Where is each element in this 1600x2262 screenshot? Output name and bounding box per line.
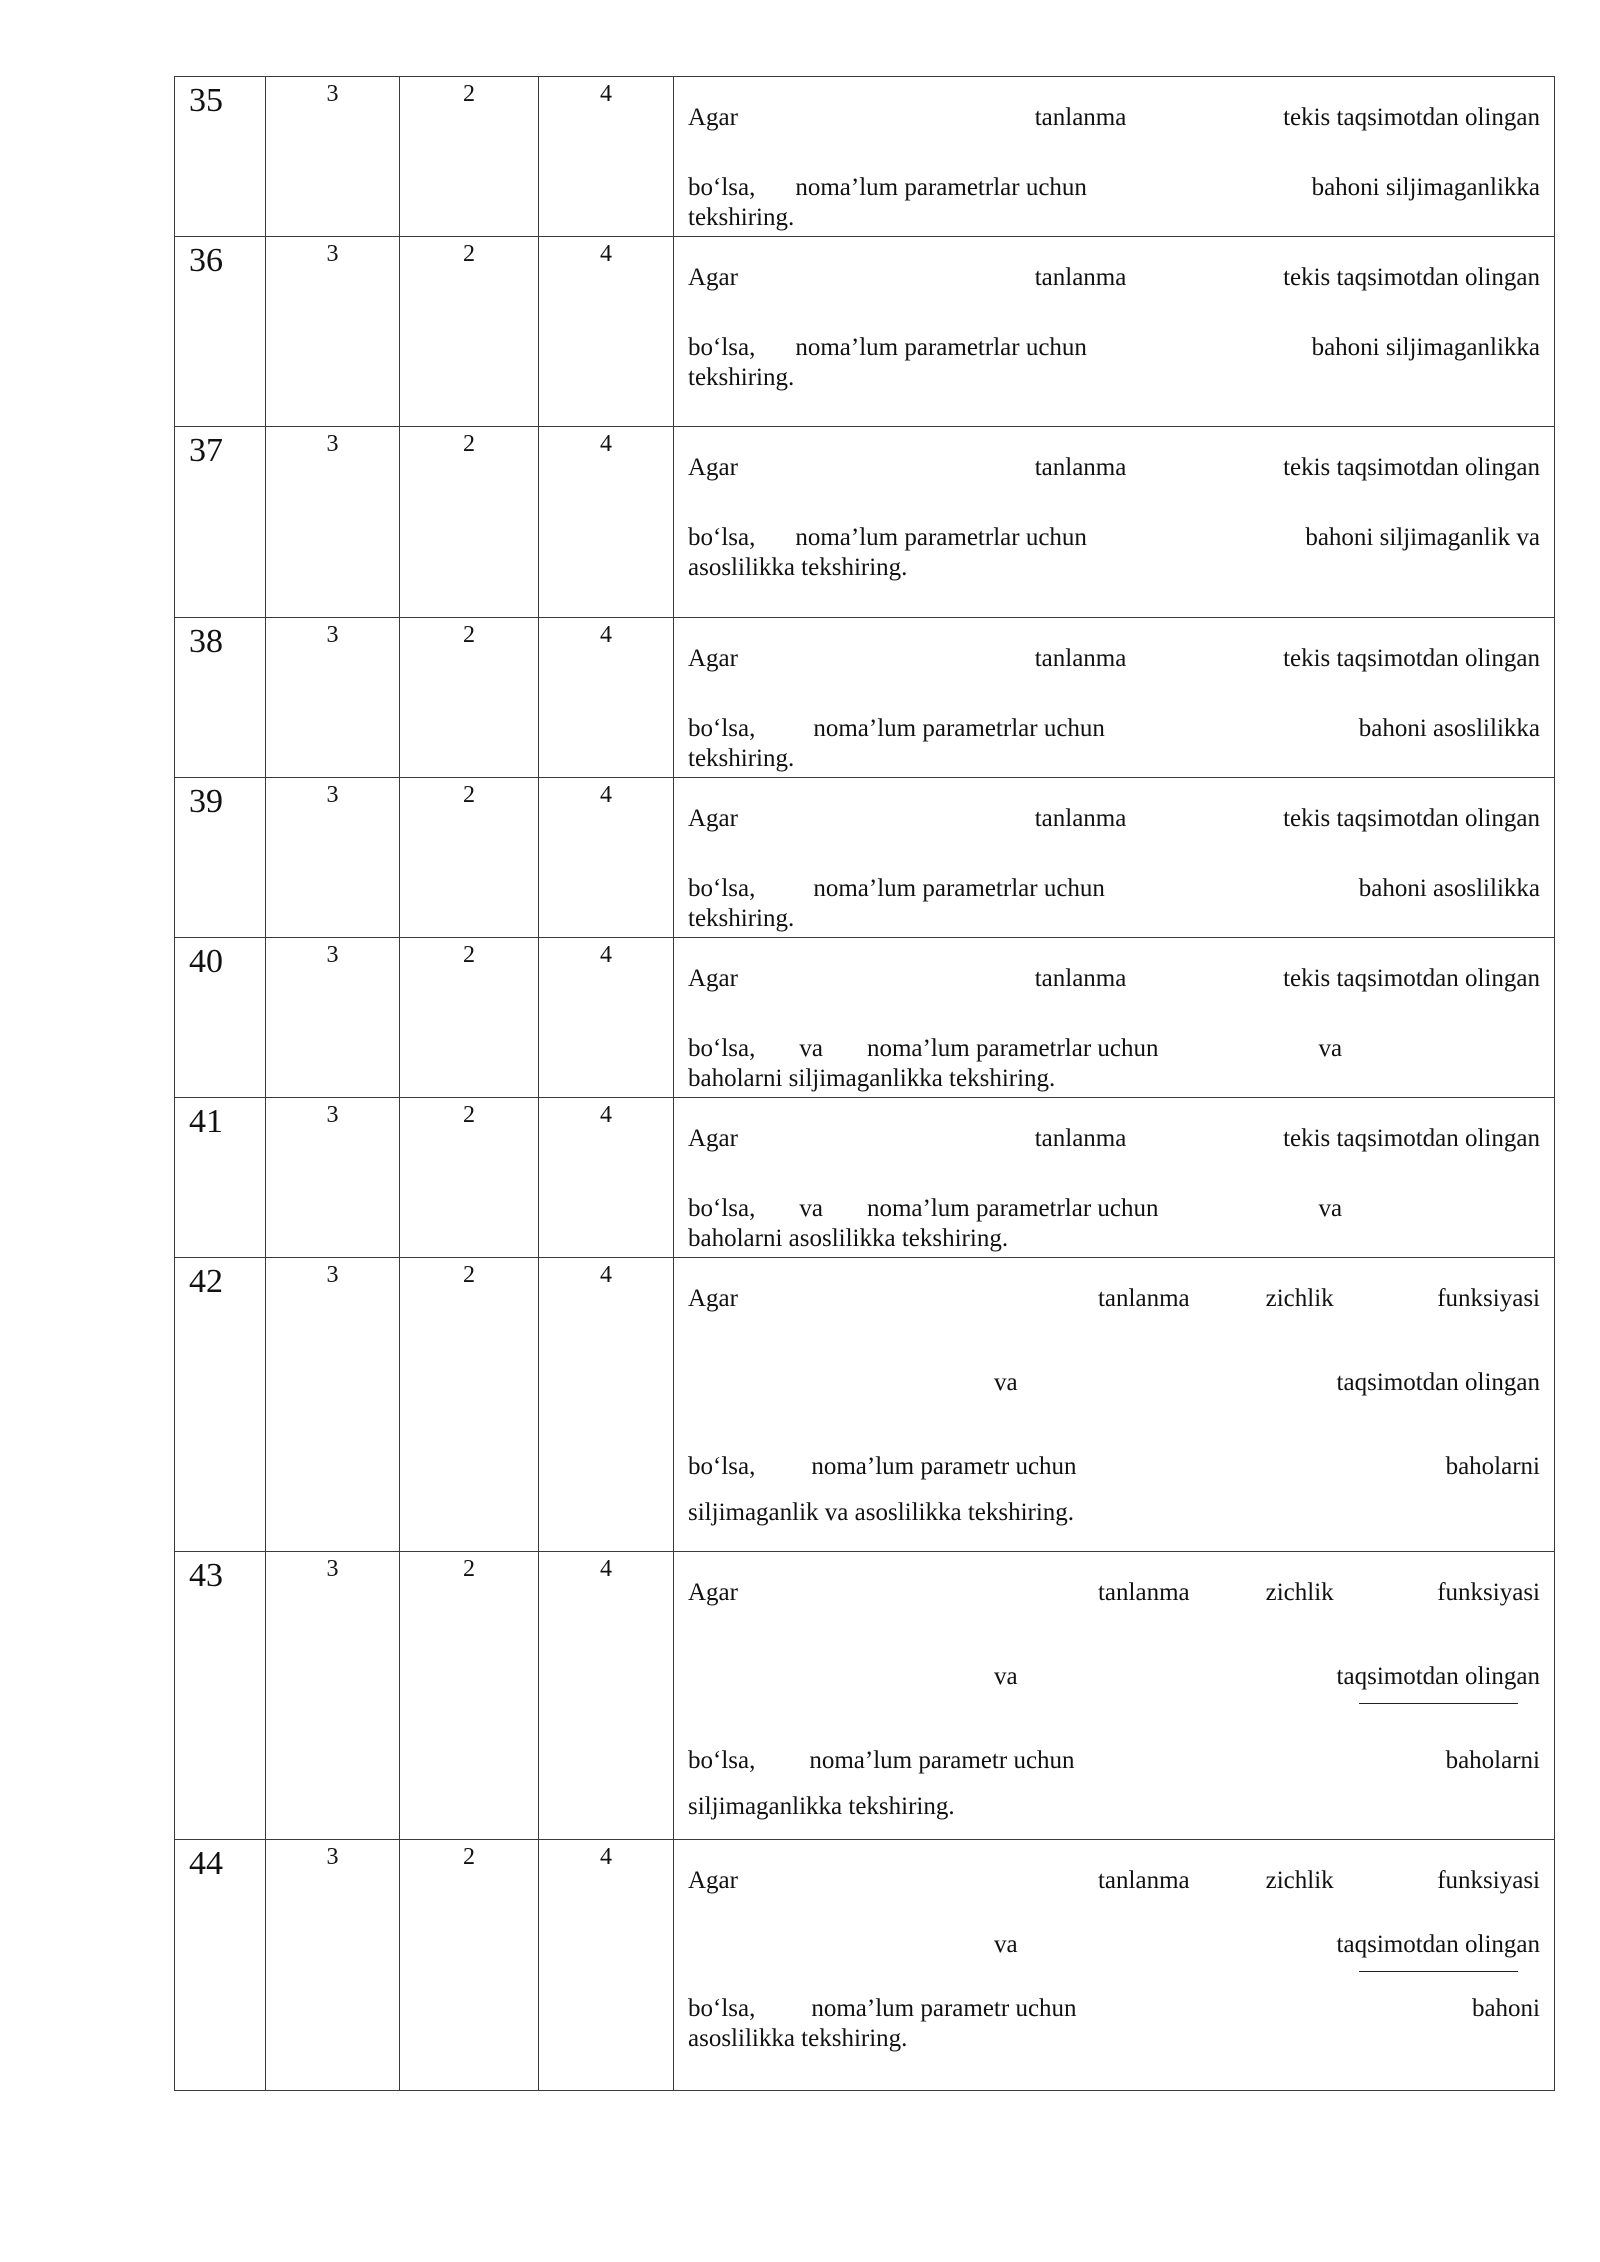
word: tekis taqsimotdan olingan xyxy=(1283,965,1540,992)
table-row xyxy=(175,618,1555,778)
word: funksiyasi xyxy=(1437,1285,1540,1312)
task-text xyxy=(674,237,1555,427)
word: noma’lum parametr uchun xyxy=(811,1995,1077,2022)
col-value-a: 3 xyxy=(266,938,400,1098)
word: Agar xyxy=(688,1579,738,1606)
word: bo‘lsa, xyxy=(688,1195,756,1222)
word: bo‘lsa, xyxy=(688,1995,756,2022)
col-value-a: 3 xyxy=(266,427,400,618)
word: Agar xyxy=(688,645,738,672)
col-value-a: 3 xyxy=(266,1258,400,1552)
word: funksiyasi xyxy=(1437,1867,1540,1894)
word: tanlanma xyxy=(1034,1125,1127,1152)
word: bahoni siljimaganlikka xyxy=(1311,334,1540,361)
line-continuation: baholarni siljimaganlikka tekshiring. xyxy=(688,1065,1056,1092)
word: noma’lum parametrlar uchun xyxy=(866,1035,1159,1062)
line-continuation: baholarni asoslilikka tekshiring. xyxy=(688,1225,1009,1252)
word: tanlanma xyxy=(1034,264,1127,291)
col-value-b: 2 xyxy=(400,618,539,778)
word: bahoni xyxy=(1471,1995,1540,2022)
word: noma’lum parametrlar uchun xyxy=(795,334,1087,361)
col-value-c: 4 xyxy=(539,77,674,237)
row-number: 35 xyxy=(175,77,266,237)
word: taqsimotdan olingan xyxy=(1336,1931,1540,1958)
word: bahoni siljimaganlik va xyxy=(1305,524,1540,551)
col-value-c: 4 xyxy=(539,237,674,427)
word: tekis taqsimotdan olingan xyxy=(1283,454,1540,481)
word: Agar xyxy=(688,805,738,832)
line-continuation: tekshiring. xyxy=(688,745,795,772)
task-text xyxy=(674,938,1555,1098)
word: baholarni xyxy=(1445,1453,1540,1480)
row-number: 38 xyxy=(175,618,266,778)
task-text xyxy=(674,77,1555,237)
word: zichlik xyxy=(1265,1867,1334,1894)
col-value-b: 2 xyxy=(400,1840,539,2091)
col-value-c: 4 xyxy=(539,1098,674,1258)
word: tanlanma xyxy=(1097,1285,1190,1312)
word: tanlanma xyxy=(1034,805,1127,832)
col-value-b: 2 xyxy=(400,427,539,618)
col-value-c: 4 xyxy=(539,1840,674,2091)
word: bo‘lsa, xyxy=(688,1453,756,1480)
word: noma’lum parametrlar uchun xyxy=(813,875,1105,902)
word: baholarni xyxy=(1445,1747,1540,1774)
word: tanlanma xyxy=(1034,645,1127,672)
table-row xyxy=(175,1552,1555,1840)
word: Agar xyxy=(688,264,738,291)
word: bahoni asoslilikka xyxy=(1358,875,1540,902)
table-row xyxy=(175,1258,1555,1552)
col-value-b: 2 xyxy=(400,938,539,1098)
task-text xyxy=(674,427,1555,618)
col-value-c: 4 xyxy=(539,778,674,938)
word: bo‘lsa, xyxy=(688,715,756,742)
word: noma’lum parametrlar uchun xyxy=(813,715,1105,742)
word: taqsimotdan olingan xyxy=(1336,1663,1540,1690)
word: noma’lum parametr uchun xyxy=(809,1747,1075,1774)
line-continuation: tekshiring. xyxy=(688,905,795,932)
row-number: 39 xyxy=(175,778,266,938)
word: Agar xyxy=(688,1125,738,1152)
word: bo‘lsa, xyxy=(688,524,756,551)
task-text xyxy=(674,1098,1555,1258)
word: va xyxy=(799,1035,823,1062)
word: bo‘lsa, xyxy=(688,174,756,201)
row-number: 41 xyxy=(175,1098,266,1258)
word: tanlanma xyxy=(1034,104,1127,131)
col-value-b: 2 xyxy=(400,1258,539,1552)
word: tekis taqsimotdan olingan xyxy=(1283,264,1540,291)
word: va xyxy=(799,1195,823,1222)
row-number: 43 xyxy=(175,1552,266,1840)
word: tanlanma xyxy=(1097,1579,1190,1606)
row-number: 37 xyxy=(175,427,266,618)
row-number: 36 xyxy=(175,237,266,427)
word: bo‘lsa, xyxy=(688,1035,756,1062)
word: bo‘lsa, xyxy=(688,875,756,902)
word: tekis taqsimotdan olingan xyxy=(1283,805,1540,832)
line-continuation: asoslilikka tekshiring. xyxy=(688,554,908,581)
word: Agar xyxy=(688,104,738,131)
word: noma’lum parametrlar uchun xyxy=(866,1195,1159,1222)
col-value-b: 2 xyxy=(400,237,539,427)
col-value-c: 4 xyxy=(539,938,674,1098)
word: Agar xyxy=(688,1285,738,1312)
row-number: 44 xyxy=(175,1840,266,2091)
word: bo‘lsa, xyxy=(688,334,756,361)
col-value-a: 3 xyxy=(266,618,400,778)
word: tekis taqsimotdan olingan xyxy=(1283,645,1540,672)
word: funksiyasi xyxy=(1437,1579,1540,1606)
line-continuation: tekshiring. xyxy=(688,364,795,391)
col-value-a: 3 xyxy=(266,77,400,237)
task-text xyxy=(674,1552,1555,1840)
word: tanlanma xyxy=(1034,965,1127,992)
col-value-c: 4 xyxy=(539,427,674,618)
line-continuation: siljimaganlik va asoslilikka tekshiring. xyxy=(688,1499,1075,1526)
word: tanlanma xyxy=(1034,454,1127,481)
col-value-a: 3 xyxy=(266,778,400,938)
word: Agar xyxy=(688,965,738,992)
line-continuation: siljimaganlikka tekshiring. xyxy=(688,1793,955,1820)
col-value-b: 2 xyxy=(400,77,539,237)
table-row xyxy=(175,1840,1555,2091)
word: taqsimotdan olingan xyxy=(1336,1369,1540,1396)
table-row xyxy=(175,237,1555,427)
table-row xyxy=(175,778,1555,938)
word: noma’lum parametrlar uchun xyxy=(795,174,1087,201)
task-text xyxy=(674,1840,1555,2091)
table-row xyxy=(175,427,1555,618)
col-value-c: 4 xyxy=(539,1258,674,1552)
word: bo‘lsa, xyxy=(688,1747,756,1774)
word: zichlik xyxy=(1265,1285,1334,1312)
word: va xyxy=(1318,1195,1343,1222)
col-value-b: 2 xyxy=(400,1098,539,1258)
col-value-a: 3 xyxy=(266,1552,400,1840)
task-text xyxy=(674,778,1555,938)
col-value-b: 2 xyxy=(400,778,539,938)
word: noma’lum parametr uchun xyxy=(811,1453,1077,1480)
task-text xyxy=(674,618,1555,778)
table-row xyxy=(175,77,1555,237)
line-continuation: asoslilikka tekshiring. xyxy=(688,2025,908,2052)
line-continuation: tekshiring. xyxy=(688,204,795,231)
word: bahoni asoslilikka xyxy=(1358,715,1540,742)
word: Agar xyxy=(688,1867,738,1894)
word: zichlik xyxy=(1265,1579,1334,1606)
col-value-c: 4 xyxy=(539,1552,674,1840)
word: tekis taqsimotdan olingan xyxy=(1283,104,1540,131)
col-value-c: 4 xyxy=(539,618,674,778)
word: noma’lum parametrlar uchun xyxy=(795,524,1087,551)
task-text xyxy=(674,1258,1555,1552)
col-value-a: 3 xyxy=(266,237,400,427)
word: tanlanma xyxy=(1097,1867,1190,1894)
table-row xyxy=(175,938,1555,1098)
row-number: 42 xyxy=(175,1258,266,1552)
word: tekis taqsimotdan olingan xyxy=(1283,1125,1540,1152)
word: va xyxy=(994,1663,1018,1690)
col-value-b: 2 xyxy=(400,1552,539,1840)
word: va xyxy=(994,1931,1018,1958)
col-value-a: 3 xyxy=(266,1098,400,1258)
word: va xyxy=(1318,1035,1343,1062)
table-row xyxy=(175,1098,1555,1258)
tasks-table xyxy=(174,76,1555,2091)
word: Agar xyxy=(688,454,738,481)
word: va xyxy=(994,1369,1018,1396)
row-number: 40 xyxy=(175,938,266,1098)
col-value-a: 3 xyxy=(266,1840,400,2091)
word: bahoni siljimaganlikka xyxy=(1311,174,1540,201)
